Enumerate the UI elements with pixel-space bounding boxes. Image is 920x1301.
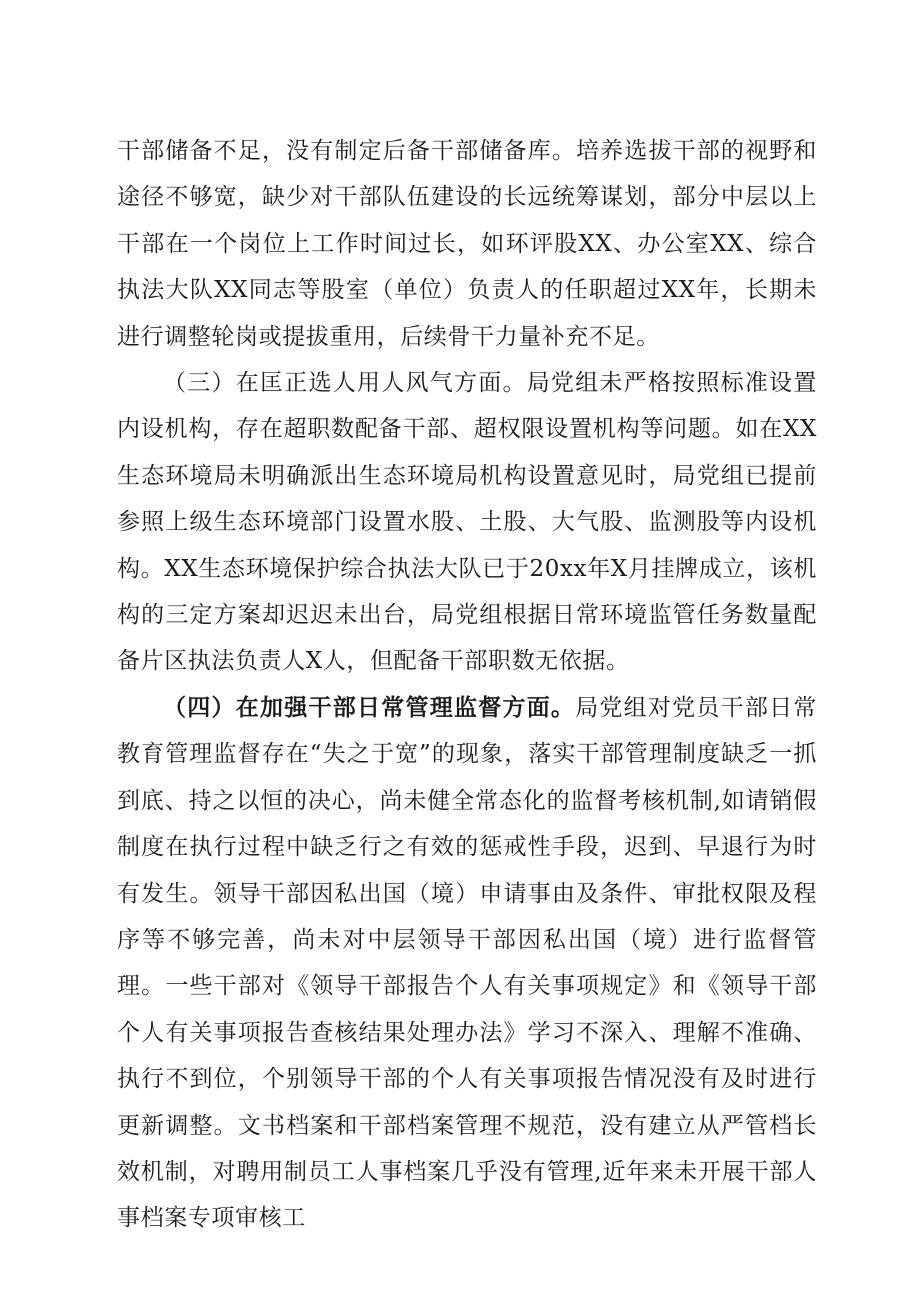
paragraph-continuation [117,128,817,360]
paragraph-section-three [117,360,817,685]
document-body [117,128,817,1242]
paragraph-text: 干部储备不足，没有制定后备干部储备库。培养选拔干部的视野和途径不够宽，缺少对干部队伍建设的长远统筹谋划，部分中层以上干部在一个岗位上工作时间过长，如环评股XX、办公室XX、综合执法大队XX同志等股室（单位）负责人的任职超过XX年，长期未进行调整轮岗或提拔重用，后续骨干力量补充不足。 [117,138,817,350]
section-heading: （四）在加强干部日常管理监督方面。 [163,693,576,721]
paragraph-text: 局党组对党员干部日常教育管理监督存在“失之于宽”的现象，落实干部管理制度缺乏一抓到底、持之以恒的决心，尚未健全常态化的监督考核机制,如请销假制度在执行过程中缺乏行之有效的惩戒性手段，迟到、早退行为时有发生。领导干部因私出国（境）申请事由及条件、审批权限及程序等不够完善，尚未对中层领导干部因私出国（境）进行监督管理。一些干部对《领导干部报告个人有关事项规定》和《领导干部个人有关事项报告查核结果处理办法》学习不深入、理解不准确、执行不到位，个别领导干部的个人有关事项报告情况没有及时进行更新调整。文书档案和干部档案管理不规范，没有建立从严管档长效机制，对聘用制员工人事档案几乎没有管理,近年来未开展干部人事档案专项审核工 [117,694,818,1232]
paragraph-text: （三）在匡正选人用人风气方面。局党组未严格按照标准设置内设机构，存在超职数配备干部、超权限设置机构等问题。如在XX生态环境局未明确派出生态环境局机构设置意见时，局党组已提前参照上级生态环境部门设置水股、土股、大气股、监测股等内设机构。XX生态环境保护综合执法大队已于20xx年X月挂牌成立，该机构的三定方案却迟迟未出台，局党组根据日常环境监管任务数量配备片区执法负责人X人，但配备干部职数无依据。 [117,370,817,675]
paragraph-section-four [117,685,817,1242]
